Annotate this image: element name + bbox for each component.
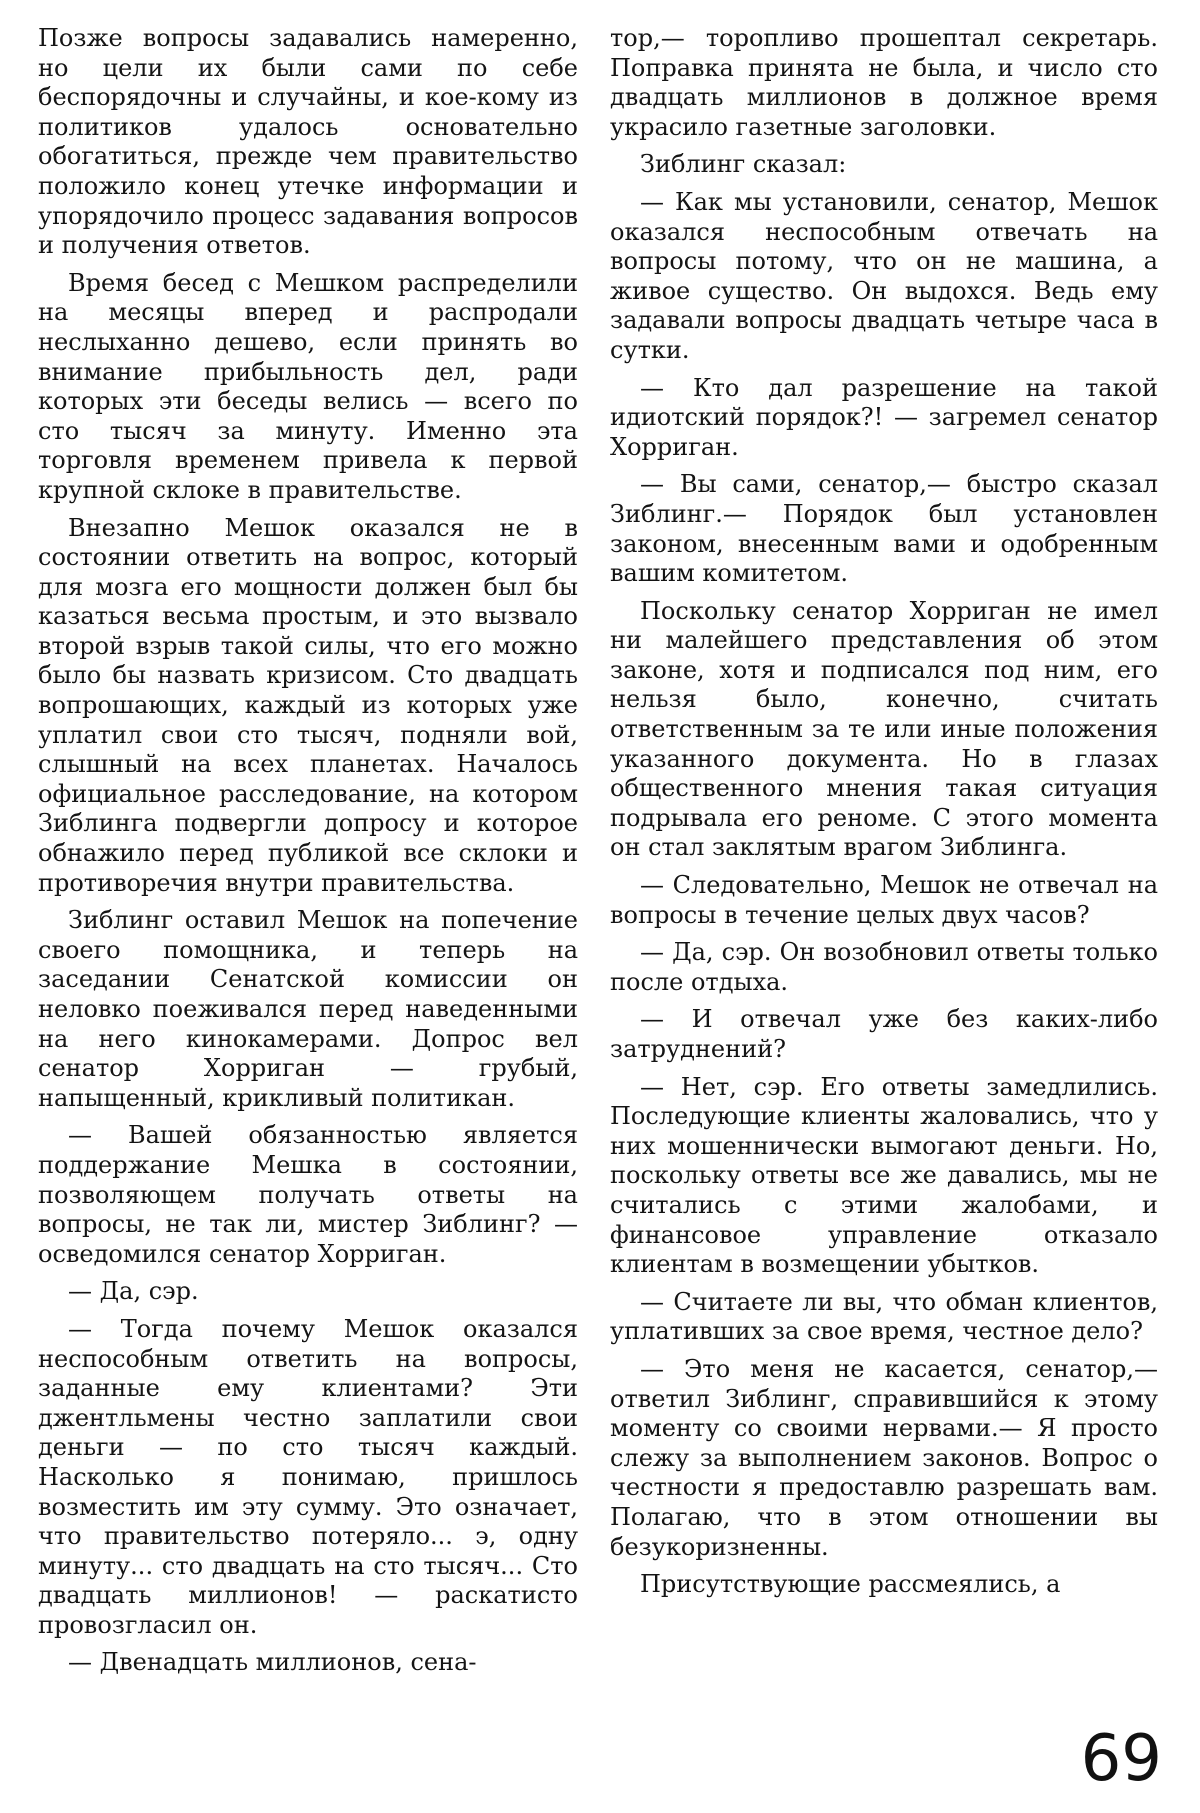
paragraph: — Кто дал разрешение на такой идиотский порядок?! — загремел сенатор Хорриган. bbox=[610, 373, 1158, 461]
paragraph: — Вашей обязанностью является поддержание Мешка в состоянии, позволяющем получать ответы на вопросы, не так ли, мистер Зиблинг? — осведомился сенатор Хорриган. bbox=[38, 1121, 578, 1268]
paragraph: — Нет, сэр. Его ответы замедлились. Последующие клиенты жаловались, что у них мошеннически вымогают деньги. Но, поскольку ответы все же давались, мы не считались с этими жалобами, и финансовое управление отказало клиентам в возмещении убытков. bbox=[610, 1072, 1158, 1279]
text-column-left bbox=[38, 24, 578, 1686]
paragraph: — Считаете ли вы, что обман клиентов, уплативших за свое время, честное дело? bbox=[610, 1287, 1158, 1346]
paragraph: — Следовательно, Мешок не отвечал на вопросы в течение целых двух часов? bbox=[610, 871, 1158, 929]
paragraph: — Вы сами, сенатор,— быстро сказал Зиблинг.— Порядок был установлен законом, внесенным вами и одобренным вашим комитетом. bbox=[610, 470, 1158, 588]
paragraph: — Да, сэр. bbox=[68, 1277, 199, 1306]
paragraph: Позже вопросы задавались намеренно, но цели их были сами по себе беспорядочны и случайны, и кое-кому из политиков удалось основательно обогатиться, прежде чем правительство положило конец утечке информации и упорядочило процесс задавания вопросов и получения ответов. bbox=[38, 24, 578, 260]
text-column-right bbox=[610, 24, 1158, 1608]
paragraph: Зиблинг сказал: bbox=[640, 150, 847, 179]
paragraph: Зиблинг оставил Мешок на попечение своего помощника, и теперь на заседании Сенатской комиссии он неловко поеживался перед наведенными на него кинокамерами. Допрос вел сенатор Хорриган — грубый, напыщенный, крикливый политикан. bbox=[38, 906, 578, 1112]
page-number: 69 bbox=[1080, 1722, 1162, 1796]
paragraph: Присутствующие рассмеялись, а bbox=[640, 1570, 1061, 1599]
paragraph: — Тогда почему Мешок оказался неспособным ответить на вопросы, заданные ему клиентами? Эти джентльмены честно заплатили свои деньги — по сто тысяч каждый. Насколько я понимаю, пришлось возместить им эту сумму. Это означает, что правительство потеряло... э, одну минуту... сто двадцать на сто тысяч... Сто двадцать миллионов! — раскатисто провозгласил он. bbox=[38, 1314, 578, 1639]
paragraph: тор,— торопливо прошептал секретарь. Поправка принята не была, и число сто двадцать миллионов в должное время украсило газетные заголовки. bbox=[610, 24, 1158, 141]
paragraph: — Да, сэр. Он возобновил ответы только после отдыха. bbox=[610, 938, 1158, 996]
paragraph: — И отвечал уже без каких-либо затруднений? bbox=[610, 1005, 1158, 1063]
paragraph: Поскольку сенатор Хорриган не имел ни малейшего представления об этом законе, хотя и подписался под ним, его нельзя было, конечно, считать ответственным за те или иные положения указанного документа. Но в глазах общественного мнения такая ситуация подрывала его реноме. С этого момента он стал заклятым врагом Зиблинга. bbox=[610, 596, 1158, 862]
paragraph: Время бесед с Мешком распределили на месяцы вперед и распродали неслыханно дешево, если принять во внимание прибыльность дел, ради которых эти беседы велись — всего по сто тысяч за минуту. Именно эта торговля временем привела к первой крупной склоке в правительстве. bbox=[38, 268, 578, 504]
paragraph: — Это меня не касается, сенатор,— ответил Зиблинг, справившийся к этому моменту со своими нервами.— Я просто слежу за выполнением законов. Вопрос о честности я предоставлю разрешать вам. Полагаю, что в этом отношении вы безукоризненны. bbox=[610, 1354, 1158, 1561]
paragraph: Внезапно Мешок оказался не в состоянии ответить на вопрос, который для мозга его мощности должен был бы казаться весьма простым, и это вызвало второй взрыв такой силы, что его можно было бы назвать кризисом. Сто двадцать вопрошающих, каждый из которых уже уплатил свои сто тысяч, подняли вой, слышный на всех планетах. Началось официальное расследование, на котором Зиблинга подвергли допросу и которое обнажило перед публикой все склоки и противоречия внутри правительства. bbox=[38, 513, 578, 897]
paragraph: — Двенадцать миллионов, сена- bbox=[68, 1648, 477, 1677]
paragraph: — Как мы установили, сенатор, Мешок оказался неспособным отвечать на вопросы потому, что он не машина, а живое существо. Он выдохся. Ведь ему задавали вопросы двадцать четыре часа в сутки. bbox=[610, 187, 1158, 364]
